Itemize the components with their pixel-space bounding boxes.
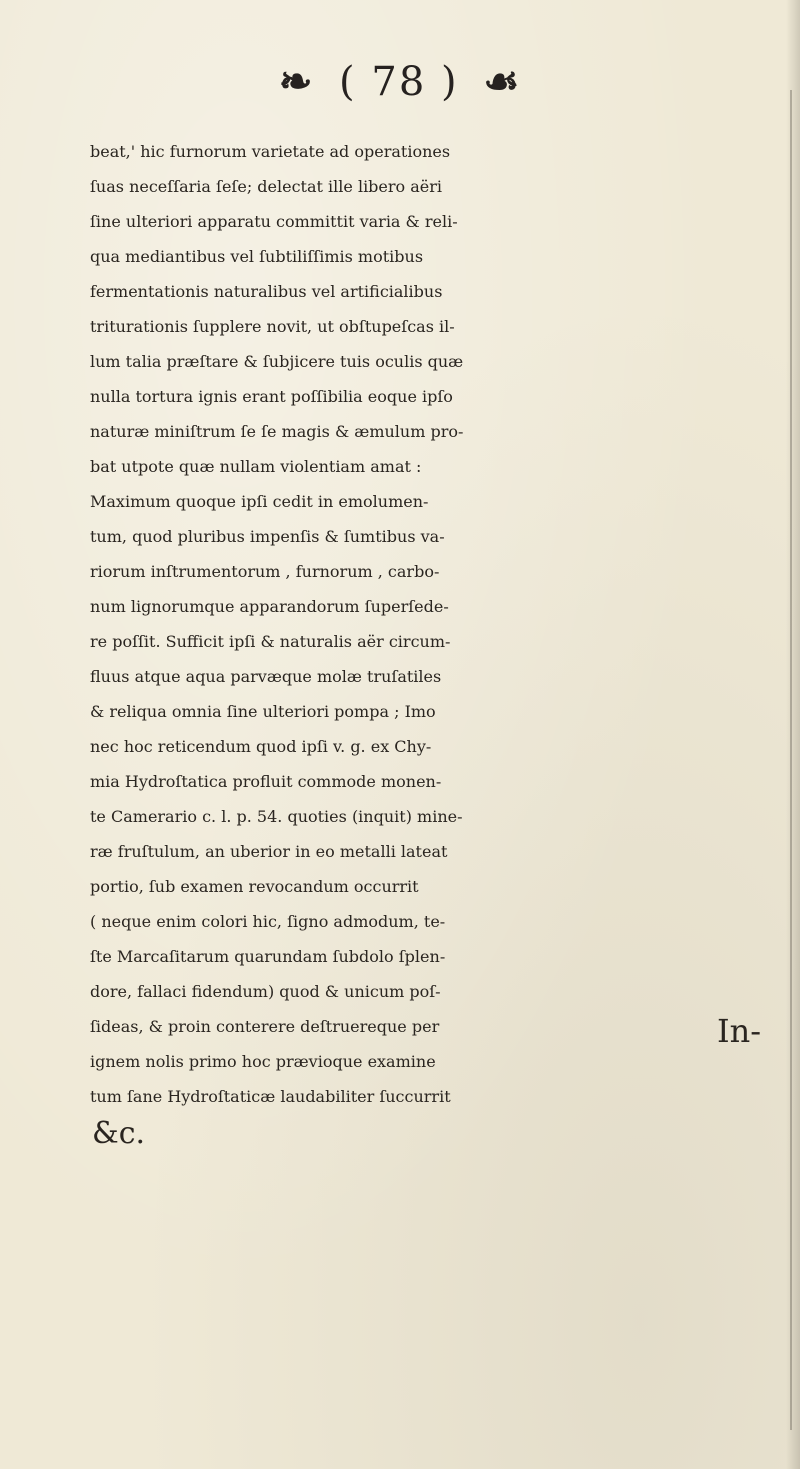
text-line: naturæ miniſtrum ſe ſe magis & æmulum pro-: [90, 422, 464, 441]
text-line: ſideas, & proin conterere deſtruereque per: [90, 1017, 440, 1036]
text-line: fluus atque aqua parvæque molæ truſatiles: [90, 667, 442, 686]
text-line: ſuas neceſſaria ſeſe; delectat ille libero aëri: [90, 177, 443, 196]
closing-etc: &c.: [92, 1116, 146, 1151]
text-line: ræ fruſtulum, an uberior in eo metalli lateat: [90, 842, 448, 861]
text-line: nulla tortura ignis erant poſſibilia eoque ipſo: [90, 387, 453, 406]
text-line: ſte Marcaſitarum quarundam ſubdolo ſplen-: [90, 947, 446, 966]
page-header: [0, 58, 800, 105]
body-text: [90, 134, 790, 1154]
text-line: ( neque enim colori hic, ſigno admodum, te-: [90, 912, 446, 931]
text-line: Maximum quoque ipſi cedit in emolumen-: [90, 492, 429, 511]
text-line: triturationis ſupplere novit, ut obſtupeſcas il-: [90, 317, 455, 336]
text-line: tum, quod pluribus impenſis & ſumtibus va-: [90, 527, 445, 546]
text-line: te Camerario c. l. p. 54. quoties (inquit) mine-: [90, 807, 463, 826]
text-line: dore, fallaci fidendum) quod & unicum poſ-: [90, 982, 441, 1001]
gutter-line: [790, 90, 792, 1430]
text-line: beat,' hic furnorum varietate ad operationes: [90, 142, 451, 161]
text-line: num lignorumque apparandorum ſuperſede-: [90, 597, 449, 616]
ornament-left-icon: ❧: [278, 58, 315, 105]
text-line: ſine ulteriori apparatu committit varia & reli-: [90, 212, 458, 231]
catchword: In-: [717, 1012, 762, 1050]
text-line: & reliqua omnia ſine ulteriori pompa ; Imo: [90, 702, 436, 721]
text-line: riorum inſtrumentorum , furnorum , carbo-: [90, 562, 440, 581]
text-line: tum ſane Hydroſtaticæ laudabiliter ſuccurrit: [90, 1087, 451, 1106]
text-line: lum talia præſtare & ſubjicere tuis oculis quæ: [90, 352, 464, 371]
ornament-right-icon: ☙: [483, 58, 522, 105]
text-line: ignem nolis primo hoc prævioque examine: [90, 1052, 436, 1071]
text-line: mia Hydroſtatica profluit commode monen-: [90, 772, 442, 791]
text-line: re poſſit. Sufficit ipſi & naturalis aër circum-: [90, 632, 451, 651]
text-line: fermentationis naturalibus vel artificialibus: [90, 282, 443, 301]
text-line: portio, ſub examen revocandum occurrit: [90, 877, 419, 896]
text-line: nec hoc reticendum quod ipſi v. g. ex Chy-: [90, 737, 432, 756]
page-number: ( 78 ): [339, 59, 459, 105]
text-line: bat utpote quæ nullam violentiam amat :: [90, 457, 422, 476]
text-line: qua mediantibus vel ſubtiliſſimis motibus: [90, 247, 424, 266]
